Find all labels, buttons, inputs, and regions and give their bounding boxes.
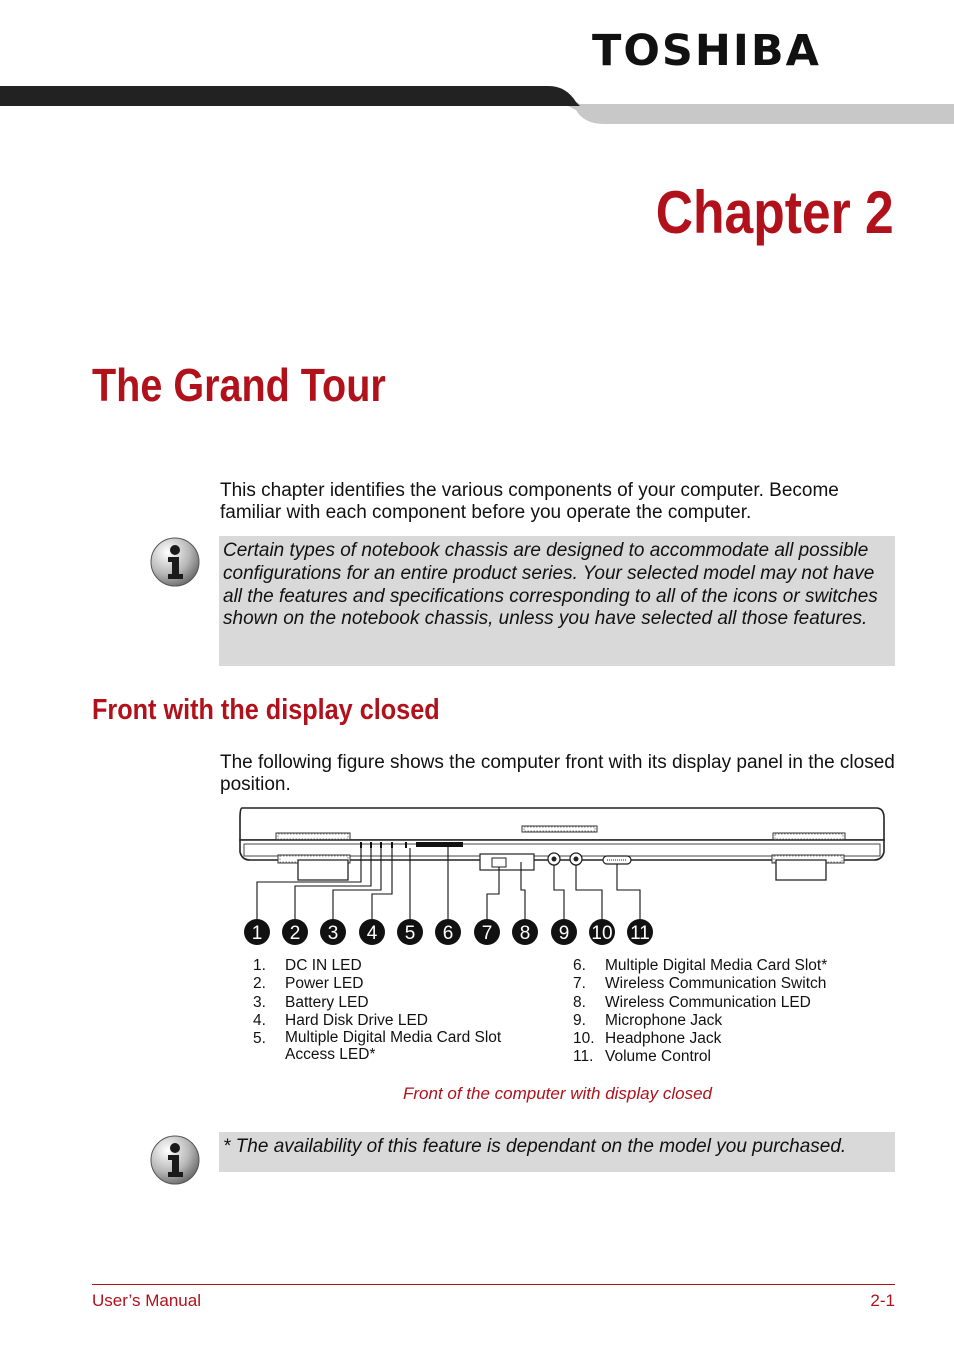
- list-item: 2. Power LED: [253, 975, 364, 993]
- section-title: The Grand Tour: [92, 359, 386, 411]
- info-icon: [149, 536, 201, 588]
- list-item: 4. Hard Disk Drive LED: [253, 1011, 428, 1029]
- subsection-title: Front with the display closed: [92, 694, 440, 726]
- page-number: 2-1: [870, 1291, 895, 1310]
- list-item: 6. Multiple Digital Media Card Slot*: [573, 957, 828, 974]
- figure-caption: Front of the computer with display closed: [403, 1084, 712, 1103]
- note-box: * The availability of this feature is dependant on the model you purchased.: [219, 1132, 895, 1172]
- chapter-title: Chapter 2: [655, 179, 894, 246]
- laptop-front-figure: [230, 800, 895, 952]
- component-list-left: [253, 957, 553, 1063]
- note-box: Certain types of notebook chassis are designed to accommodate all possible configurations for an entire product series. Your selected model may not have all the features and specifications corresponding to all of the icons or switches shown on the notebook chassis, unless you have selected all those features.: [219, 536, 895, 666]
- figure-intro-paragraph: The following figure shows the computer front with its display panel in the closed position.: [220, 752, 895, 795]
- header-band: [0, 80, 954, 126]
- callout-number: 4: [366, 923, 378, 944]
- callout-number: 6: [442, 923, 454, 944]
- list-item: 1. DC IN LED: [253, 957, 362, 974]
- list-item: 9. Microphone Jack: [573, 1011, 723, 1029]
- callout-number: 8: [519, 923, 531, 944]
- callout-number: 1: [251, 923, 263, 944]
- list-item: 8. Wireless Communication LED: [573, 993, 811, 1011]
- callout-number: 11: [630, 923, 650, 944]
- footer-rule: [92, 1284, 895, 1285]
- list-item: 10. Headphone Jack: [573, 1030, 722, 1048]
- callout-number: 10: [591, 923, 613, 944]
- list-item: 5. Multiple Digital Media Card Slot Access LED*: [253, 1029, 502, 1063]
- callout-number: 2: [289, 923, 301, 944]
- list-item: 3. Battery LED: [253, 993, 369, 1011]
- list-item: 11. Volume Control: [573, 1048, 711, 1066]
- callout-number: 7: [481, 923, 493, 944]
- component-list-right: [573, 957, 895, 1067]
- footer-title: User’s Manual: [92, 1291, 201, 1310]
- callout-number: 5: [404, 923, 416, 944]
- intro-paragraph: This chapter identifies the various components of your computer. Become familiar with each component before you operate the computer.: [220, 480, 839, 523]
- callout-number: 9: [558, 923, 570, 944]
- callout-number: 3: [327, 923, 339, 944]
- list-item: 7. Wireless Communication Switch: [573, 975, 827, 993]
- brand-logo: TOSHIBA: [592, 26, 821, 76]
- info-icon: [149, 1134, 201, 1186]
